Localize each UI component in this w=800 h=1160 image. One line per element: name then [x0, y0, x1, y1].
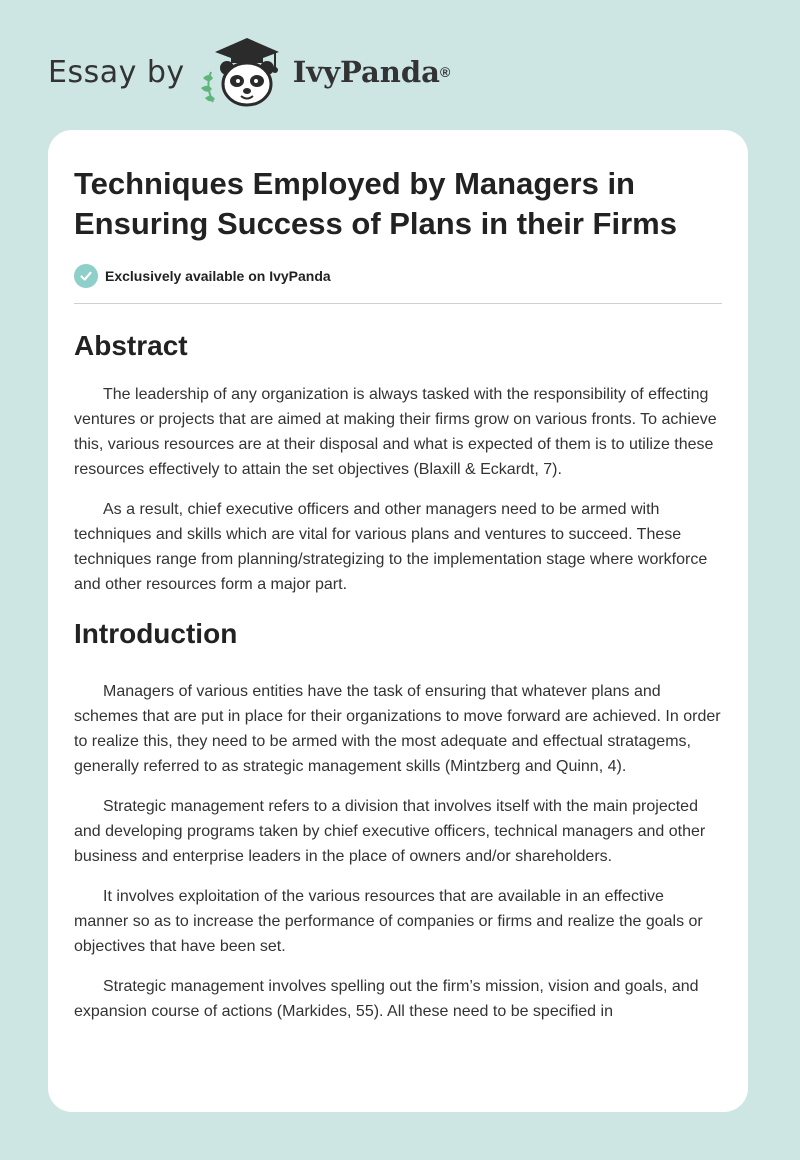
essay-title: Techniques Employed by Managers in Ensuring Success of Plans in their Firms [74, 166, 677, 241]
introduction-paragraph: Strategic management refers to a division that involves itself with the main projected and developing programs taken by chief executive officers, technical managers and other business and enterprise leaders in the place of owners and/or shareholders. [74, 798, 706, 865]
introduction-paragraph: It involves exploitation of the various resources that are available in an effective manner so as to increase the performance of companies or firms and realize the goals or objectives that have been set. [74, 888, 703, 955]
panda-graduate-icon[interactable] [197, 32, 287, 113]
registered-mark: ® [439, 64, 451, 80]
introduction-heading: Introduction [74, 618, 238, 649]
title-divider [74, 303, 722, 304]
exclusive-badge [74, 264, 722, 288]
essay-content [74, 164, 722, 1024]
checkmark-icon [74, 264, 98, 288]
introduction-paragraph: Strategic management involves spelling out the firm’s mission, vision and goals, and expansion course of actions (Markides, 55). All these need to be specified in [74, 978, 699, 1020]
abstract-heading: Abstract [74, 330, 188, 361]
introduction-paragraph: Managers of various entities have the task of ensuring that whatever plans and schemes that are put in place for their organizations to move forward are achieved. In order to realize this, they need to be armed with the most adequate and effectual stratagems, generally referred to as strategic management skills (Mintzberg and Quinn, 4). [74, 683, 721, 775]
exclusive-badge-label: Exclusively available on IvyPanda [105, 268, 331, 284]
brand-name: IvyPanda [292, 55, 440, 89]
abstract-paragraph: As a result, chief executive officers and other managers need to be armed with techniques and skills which are vital for various plans and ventures to succeed. These techniques range from planning/strategizing to the implementation stage where workforce and other resources form a major part. [74, 501, 708, 593]
brand-header [48, 32, 450, 112]
brand-prefix: Essay by [48, 54, 185, 90]
essay-card [48, 130, 748, 1112]
abstract-paragraph: The leadership of any organization is always tasked with the responsibility of effecting ventures or projects that are aimed at making their firms grow on various fronts. To achieve this, various resources are at their disposal and what is expected of them is to utilize these resources effectively to attain the set objectives (Blaxill & Eckardt, 7). [74, 386, 717, 478]
